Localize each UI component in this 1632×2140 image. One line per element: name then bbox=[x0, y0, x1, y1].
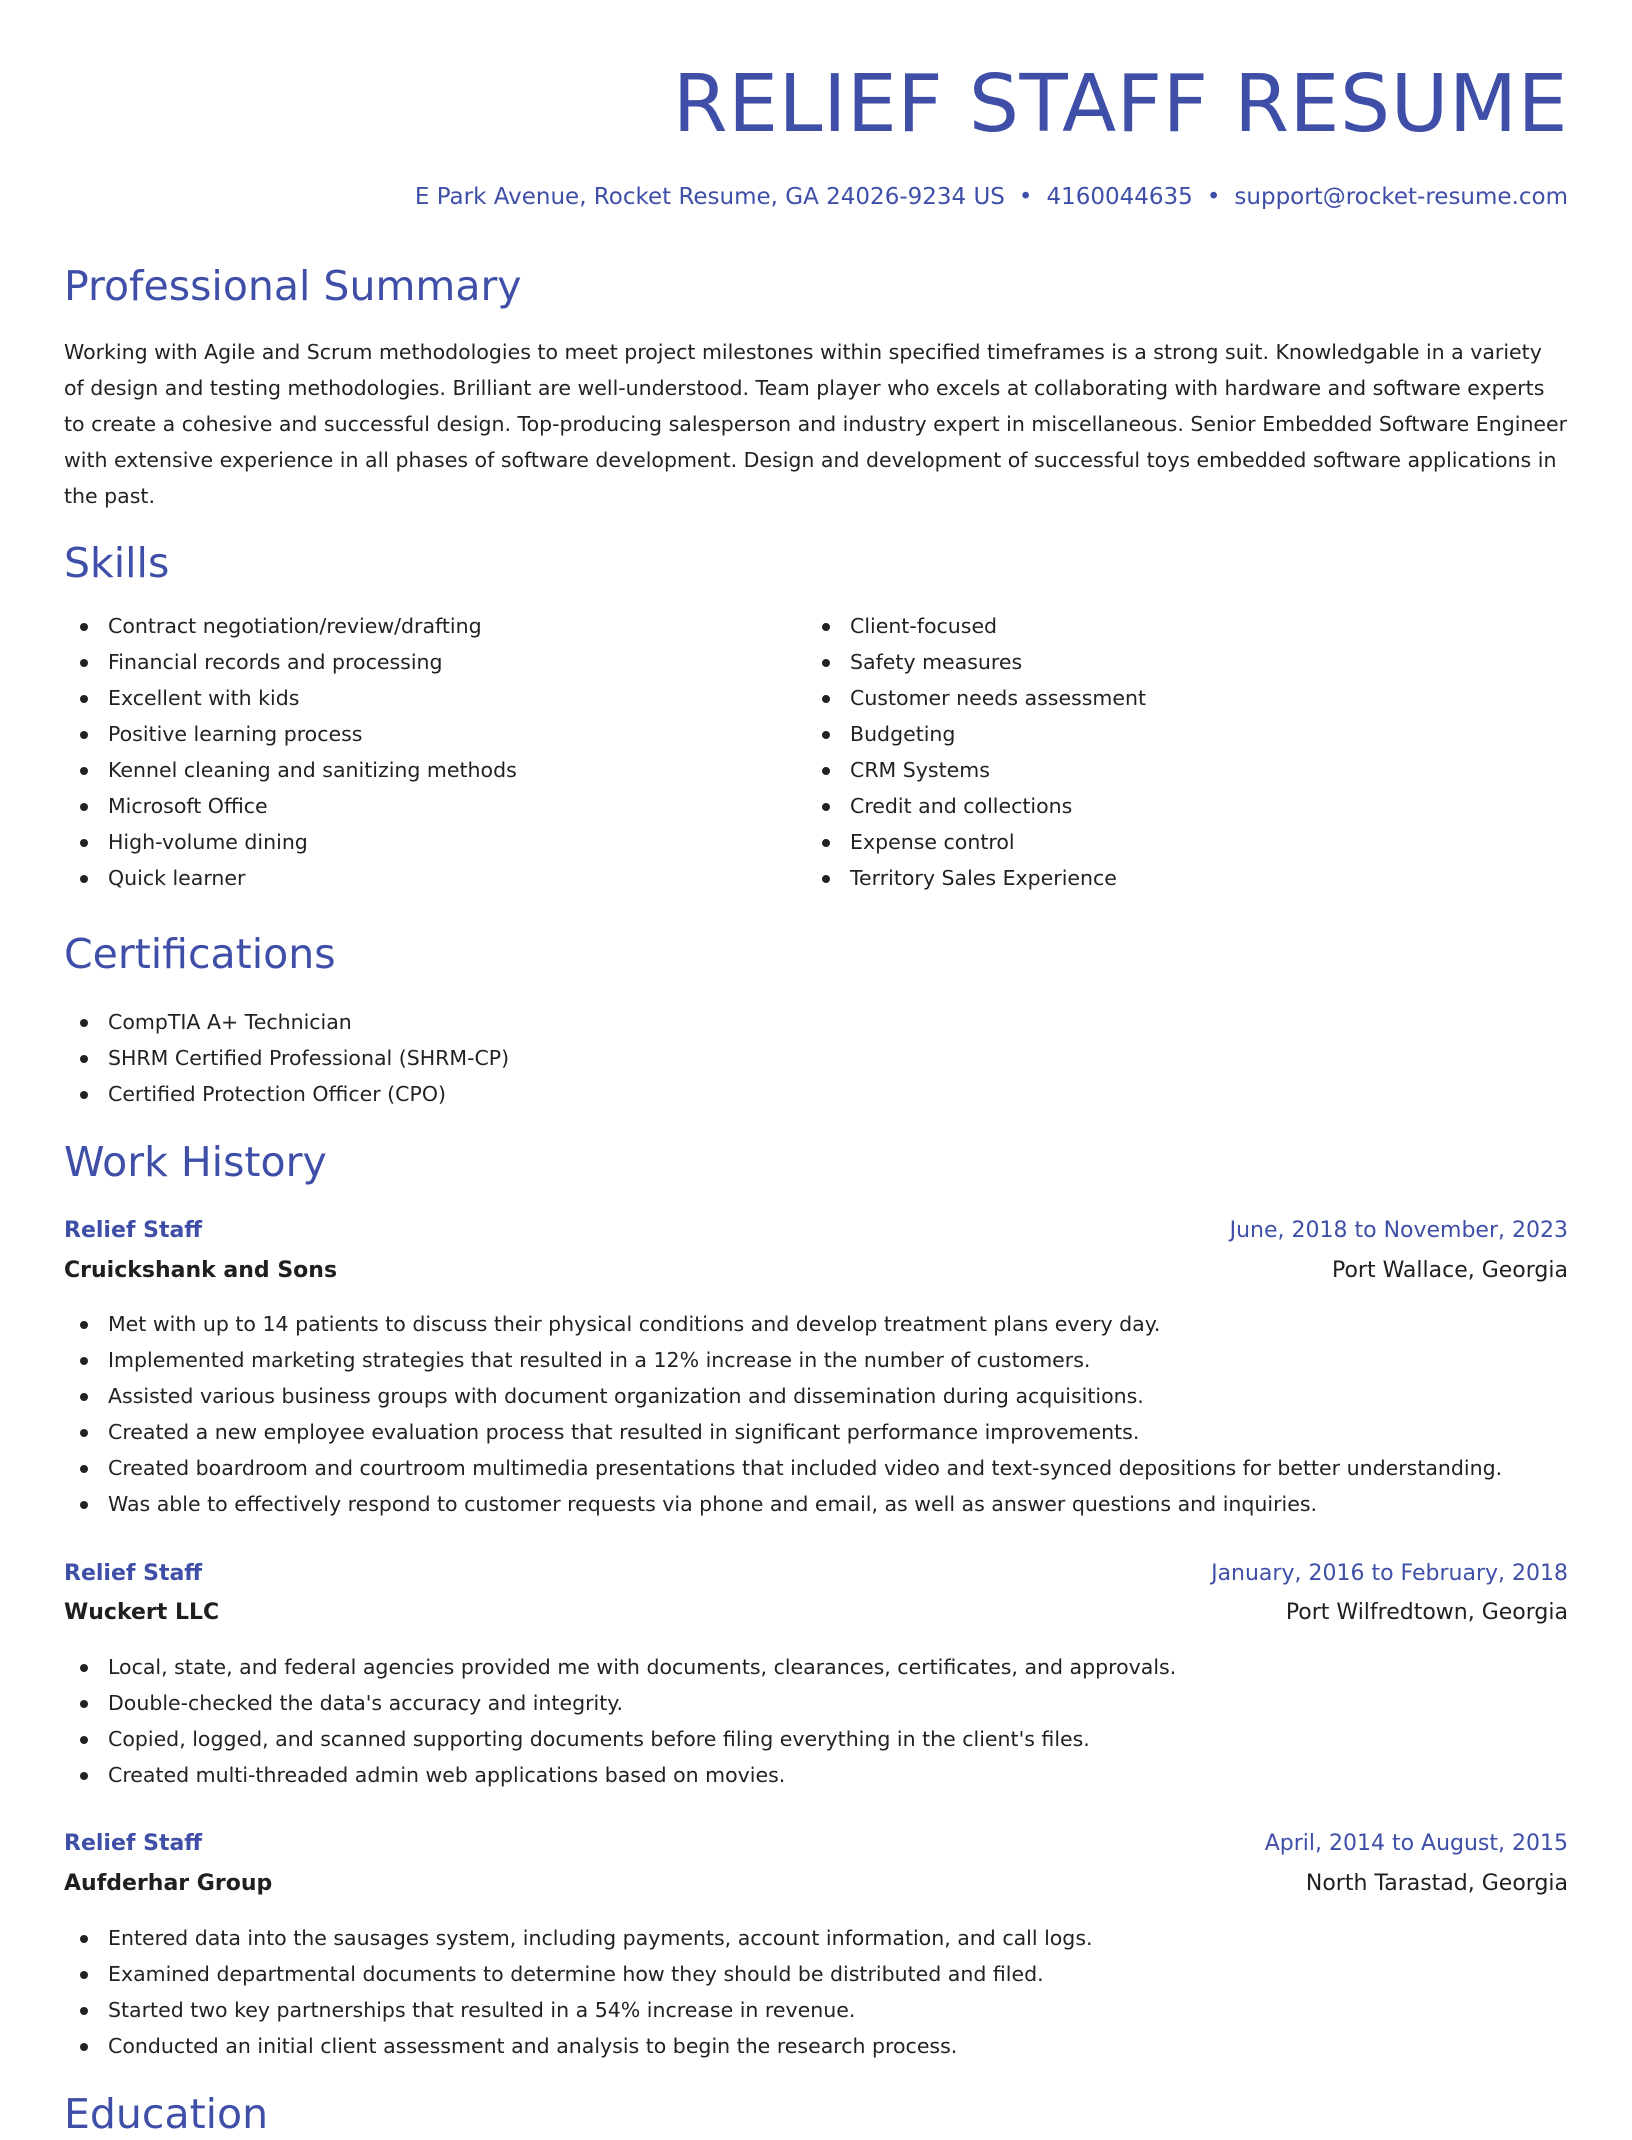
list-item: Credit and collections bbox=[806, 788, 1146, 824]
job-location: Port Wilfredtown, Georgia bbox=[1285, 1600, 1568, 1625]
skills-list-right bbox=[806, 608, 1146, 896]
list-item: Excellent with kids bbox=[64, 680, 517, 716]
list-item: Local, state, and federal agencies provided me with documents, clearances, certificates, and approvals. bbox=[64, 1649, 1176, 1685]
list-item: SHRM Certified Professional (SHRM-CP) bbox=[64, 1040, 509, 1076]
list-item: Kennel cleaning and sanitizing methods bbox=[64, 752, 517, 788]
education-heading: Education bbox=[64, 2090, 269, 2138]
skills-heading: Skills bbox=[64, 539, 170, 587]
list-item: Double-checked the data's accuracy and integrity. bbox=[64, 1685, 1176, 1721]
job-title: Relief Staff bbox=[64, 1831, 203, 1856]
certifications-heading: Certifications bbox=[64, 930, 336, 978]
job-title-row bbox=[64, 1826, 1568, 1862]
job-company-row bbox=[64, 1866, 1568, 1902]
job-dates: January, 2016 to February, 2018 bbox=[1211, 1561, 1568, 1586]
job-dates: June, 2018 to November, 2023 bbox=[1229, 1218, 1568, 1243]
list-item: Created boardroom and courtroom multimedia presentations that included video and text-synced depositions for better understanding. bbox=[64, 1450, 1502, 1486]
certifications-list bbox=[64, 1004, 509, 1112]
contact-line bbox=[415, 180, 1568, 214]
summary-heading: Professional Summary bbox=[64, 262, 522, 310]
list-item: High-volume dining bbox=[64, 824, 517, 860]
skills-list-left bbox=[64, 608, 517, 896]
job-dates: April, 2014 to August, 2015 bbox=[1264, 1831, 1568, 1856]
list-item: Microsoft Office bbox=[64, 788, 517, 824]
list-item: Created a new employee evaluation process that resulted in significant performance improvements. bbox=[64, 1414, 1502, 1450]
resume-title: RELIEF STAFF RESUME bbox=[672, 58, 1568, 150]
contact-separator: • bbox=[1018, 184, 1033, 210]
list-item: CRM Systems bbox=[806, 752, 1146, 788]
job-company: Wuckert LLC bbox=[64, 1600, 220, 1625]
work-history-heading: Work History bbox=[64, 1138, 327, 1186]
list-item: Conducted an initial client assessment and analysis to begin the research process. bbox=[64, 2028, 1093, 2064]
job-title-row bbox=[64, 1213, 1568, 1249]
list-item: Expense control bbox=[806, 824, 1146, 860]
job-bullets bbox=[64, 1920, 1093, 2064]
list-item: Created multi-threaded admin web applications based on movies. bbox=[64, 1757, 1176, 1793]
job-company: Cruickshank and Sons bbox=[64, 1258, 338, 1283]
list-item: Budgeting bbox=[806, 716, 1146, 752]
list-item: Certified Protection Officer (CPO) bbox=[64, 1076, 509, 1112]
list-item: Started two key partnerships that resulted in a 54% increase in revenue. bbox=[64, 1992, 1093, 2028]
list-item: Contract negotiation/review/drafting bbox=[64, 608, 517, 644]
contact-address: E Park Avenue, Rocket Resume, GA 24026-9234 US bbox=[414, 184, 1005, 210]
job-title-row bbox=[64, 1556, 1568, 1592]
list-item: Met with up to 14 patients to discuss their physical conditions and develop treatment plans every day. bbox=[64, 1306, 1502, 1342]
list-item: CompTIA A+ Technician bbox=[64, 1004, 509, 1040]
list-item: Territory Sales Experience bbox=[806, 860, 1146, 896]
list-item: Safety measures bbox=[806, 644, 1146, 680]
job-bullets bbox=[64, 1306, 1502, 1522]
list-item: Entered data into the sausages system, including payments, account information, and call logs. bbox=[64, 1920, 1093, 1956]
summary-text: Working with Agile and Scrum methodologies to meet project milestones within specified timeframes is a strong suit. Knowledgable in a variety of design and testing methodologies. Brilliant are well-understood. Team player who excels at collaborating with hardware and software experts to create a cohesive and successful design. Top-producing salesperson and industry expert in miscellaneous. Senior Embedded Software Engineer with extensive experience in all phases of software development. Design and development of successful toys embedded software applications in the past. bbox=[64, 340, 1568, 508]
contact-separator: • bbox=[1206, 184, 1221, 210]
list-item: Assisted various business groups with document organization and dissemination during acquisitions. bbox=[64, 1378, 1502, 1414]
list-item: Implemented marketing strategies that resulted in a 12% increase in the number of customers. bbox=[64, 1342, 1502, 1378]
job-company-row bbox=[64, 1595, 1568, 1631]
list-item: Positive learning process bbox=[64, 716, 517, 752]
list-item: Examined departmental documents to determine how they should be distributed and filed. bbox=[64, 1956, 1093, 1992]
job-title: Relief Staff bbox=[64, 1218, 203, 1243]
list-item: Financial records and processing bbox=[64, 644, 517, 680]
contact-phone: 4160044635 bbox=[1046, 184, 1193, 210]
list-item: Quick learner bbox=[64, 860, 517, 896]
contact-email: support@rocket-resume.com bbox=[1234, 184, 1568, 210]
job-company-row bbox=[64, 1253, 1568, 1289]
job-bullets bbox=[64, 1649, 1176, 1793]
list-item: Customer needs assessment bbox=[806, 680, 1146, 716]
list-item: Was able to effectively respond to customer requests via phone and email, as well as answer questions and inquiries. bbox=[64, 1486, 1502, 1522]
list-item: Copied, logged, and scanned supporting documents before filing everything in the client's files. bbox=[64, 1721, 1176, 1757]
list-item: Client-focused bbox=[806, 608, 1146, 644]
job-title: Relief Staff bbox=[64, 1561, 203, 1586]
job-location: North Tarastad, Georgia bbox=[1305, 1871, 1568, 1896]
job-location: Port Wallace, Georgia bbox=[1331, 1258, 1568, 1283]
job-company: Aufderhar Group bbox=[64, 1871, 273, 1896]
